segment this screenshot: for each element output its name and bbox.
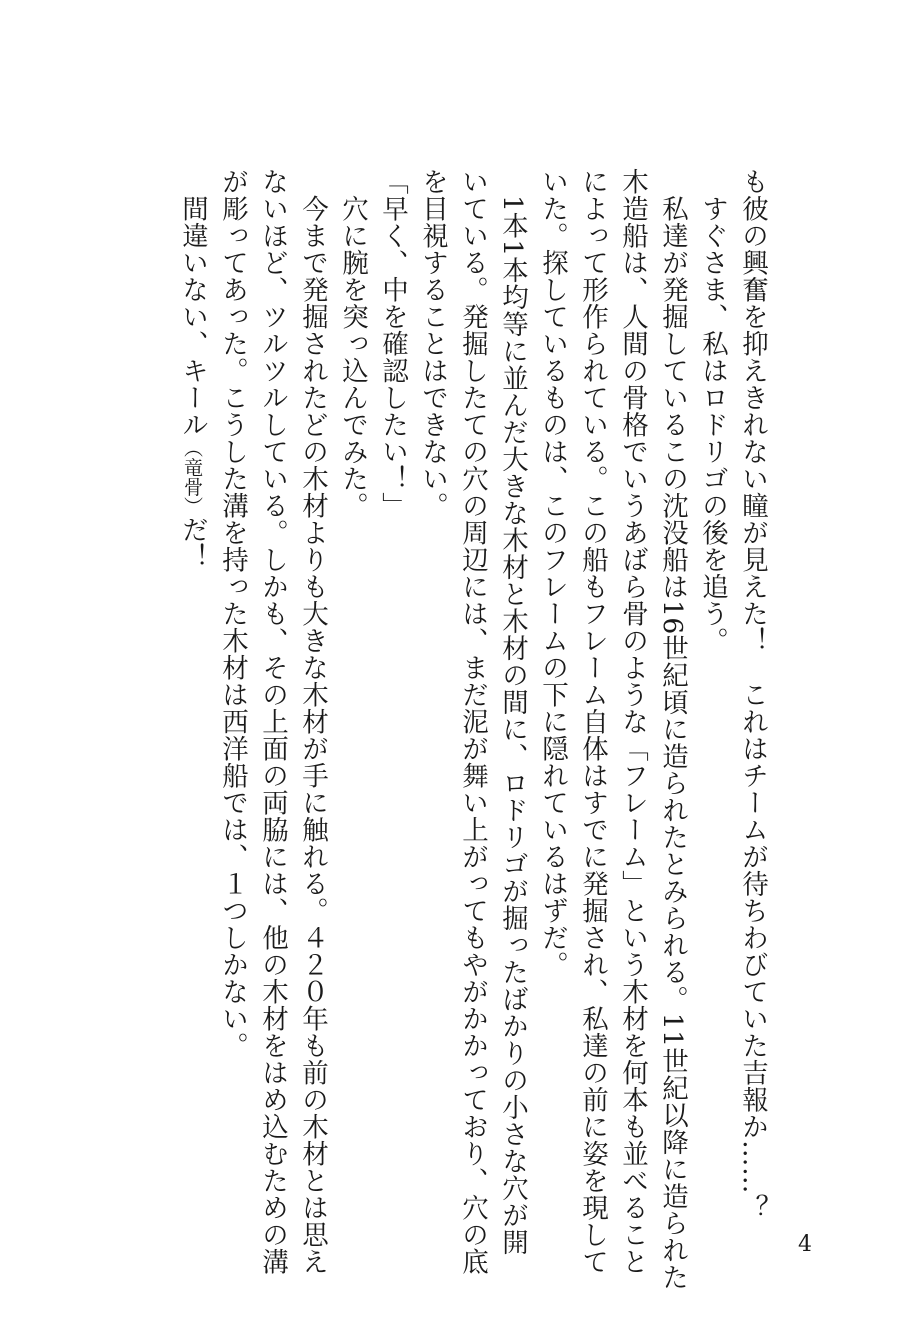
text-line-8: いている。発掘したての穴の周辺には、まだ泥が舞い上がってもやがかかっており、穴の底 <box>457 168 488 1275</box>
text-line-15 <box>172 168 212 1168</box>
text-line-9: を目視することはできない。 <box>417 168 448 519</box>
text-line-6: いた。探しているものは、このフレームの下に隠れているはずだ。 <box>537 168 568 978</box>
text-line-4: 木造船は、人間の骨格でいうあばら骨のような「フレーム」という木材を何本も並べること <box>617 168 648 1275</box>
text-line-14: が彫ってあった。こうした溝を持った木材は西洋船では、１つしかない。 <box>217 168 248 1059</box>
text-line-2: すぐさま、私はロドリゴの後を追う。 <box>697 194 728 654</box>
text-line-7: 1本1本均等に並んだ大きな木材と木材の間に、ロドリゴが掘ったばかりの小さな穴が開 <box>497 194 528 1256</box>
text-line-15-main: 間違いない、キール <box>177 194 208 438</box>
text-line-1: も彼の興奮を抑えきれない瞳が見えた！ これはチームが待ちわびていた吉報か……？ <box>737 168 768 1221</box>
vertical-text-body <box>132 168 772 1290</box>
text-line-15-end: だ！ <box>177 515 208 570</box>
text-line-15-note: （竜骨） <box>181 437 203 516</box>
text-line-5: によって形作られている。この船もフレーム自体はすでに発掘され、私達の前に姿を現して <box>577 168 608 1275</box>
text-line-10: 「早く、中を確認したい！」 <box>377 168 408 519</box>
page-number: 4 <box>798 1232 812 1257</box>
text-line-13: ないほど、ツルツルしている。しかも、その上面の両脇には、他の木材をはめ込むための溝 <box>257 168 288 1275</box>
text-line-12: 今まで発掘されたどの木材よりも大きな木材が手に触れる。４２０年も前の木材とは思え <box>297 194 328 1275</box>
text-line-3: 私達が発掘しているこの沈没船は16世紀頃に造られたとみられる。11世紀以降に造られた <box>657 194 688 1290</box>
text-line-11: 穴に腕を突っ込んでみた。 <box>337 194 368 519</box>
